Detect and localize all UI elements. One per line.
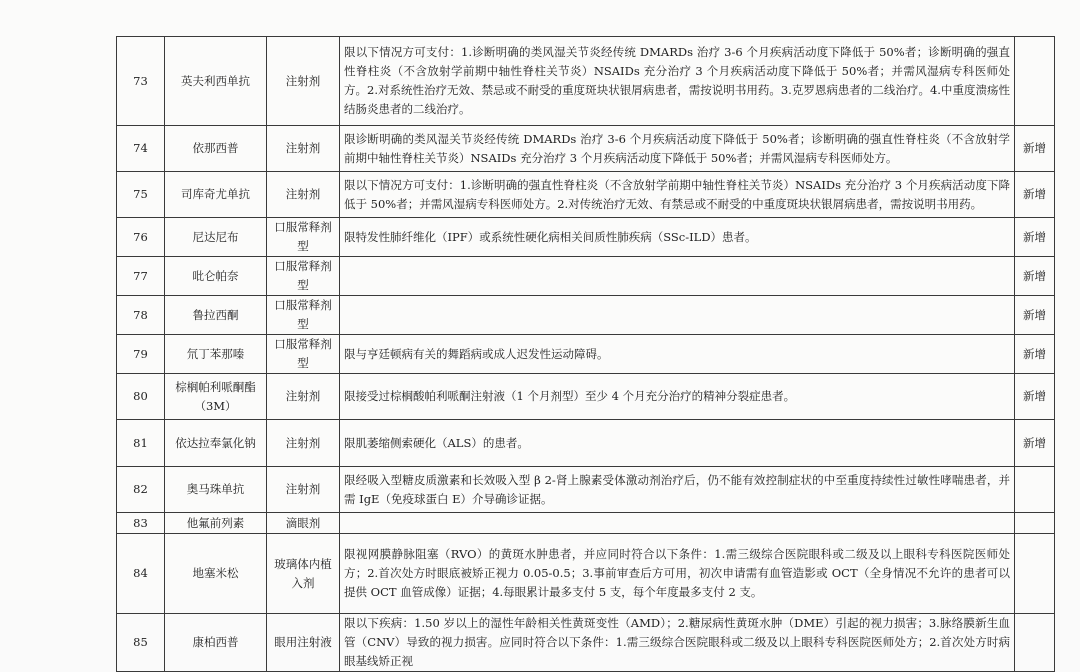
drug-name: 棕榈帕利哌酮酯（3M）	[165, 374, 267, 420]
remark-note: 新增	[1015, 126, 1055, 172]
dosage-form: 注射剂	[267, 126, 340, 172]
row-number: 78	[117, 296, 165, 335]
dosage-form: 注射剂	[267, 420, 340, 467]
drug-name: 英夫利西单抗	[165, 37, 267, 126]
table-row	[117, 172, 1055, 218]
table-row	[117, 257, 1055, 296]
dosage-form: 注射剂	[267, 467, 340, 513]
remark-note	[1015, 534, 1055, 614]
drug-name: 奥马珠单抗	[165, 467, 267, 513]
remark-note: 新增	[1015, 172, 1055, 218]
remark-note: 新增	[1015, 374, 1055, 420]
remark-note	[1015, 37, 1055, 126]
table-row	[117, 467, 1055, 513]
table-row	[117, 534, 1055, 614]
drug-name: 依达拉奉氯化钠	[165, 420, 267, 467]
row-number: 83	[117, 513, 165, 534]
payment-restriction: 限特发性肺纤维化（IPF）或系统性硬化病相关间质性肺疾病（SSc-ILD）患者。	[340, 218, 1015, 257]
row-number: 85	[117, 614, 165, 672]
payment-restriction: 限接受过棕榈酸帕利哌酮注射液（1 个月剂型）至少 4 个月充分治疗的精神分裂症患者。	[340, 374, 1015, 420]
dosage-form: 注射剂	[267, 374, 340, 420]
drug-name: 鲁拉西酮	[165, 296, 267, 335]
row-number: 77	[117, 257, 165, 296]
drug-name: 司库奇尤单抗	[165, 172, 267, 218]
drug-name: 依那西普	[165, 126, 267, 172]
payment-restriction: 限以下疾病：1.50 岁以上的湿性年龄相关性黄斑变性（AMD）；2.糖尿病性黄斑水肿（DME）引起的视力损害；3.脉络膜新生血管（CNV）导致的视力损害。应同时符合以下条件：1.需三级综合医院眼科或二级及以上眼科专科医院医师处方；2.首次处方时病眼基线矫正视	[340, 614, 1015, 672]
payment-restriction	[340, 296, 1015, 335]
dosage-form: 眼用注射液	[267, 614, 340, 672]
remark-note	[1015, 513, 1055, 534]
row-number: 80	[117, 374, 165, 420]
drug-name: 尼达尼布	[165, 218, 267, 257]
row-number: 81	[117, 420, 165, 467]
table-row	[117, 335, 1055, 374]
row-number: 82	[117, 467, 165, 513]
drug-name: 地塞米松	[165, 534, 267, 614]
table-row	[117, 513, 1055, 534]
row-number: 75	[117, 172, 165, 218]
table-row	[117, 296, 1055, 335]
payment-restriction: 限视网膜静脉阻塞（RVO）的黄斑水肿患者，并应同时符合以下条件：1.需三级综合医院眼科或二级及以上眼科专科医院医师处方；2.首次处方时眼底被矫正视力 0.05-0.5；3.事前审查后方可用，初次申请需有血管造影或 OCT（全身情况不允许的患者可以提供 OCT 血管成像）证据；4.每眼累计最多支付 5 支，每个年度最多支付 2 支。	[340, 534, 1015, 614]
payment-restriction: 限经吸入型糖皮质激素和长效吸入型 β 2-肾上腺素受体激动剂治疗后，仍不能有效控制症状的中至重度持续性过敏性哮喘患者，并需 IgE（免疫球蛋白 E）介导确诊证据。	[340, 467, 1015, 513]
row-number: 79	[117, 335, 165, 374]
table-row	[117, 420, 1055, 467]
remark-note: 新增	[1015, 420, 1055, 467]
drug-list-table	[116, 36, 1055, 672]
dosage-form: 注射剂	[267, 37, 340, 126]
dosage-form: 注射剂	[267, 172, 340, 218]
row-number: 73	[117, 37, 165, 126]
dosage-form: 玻璃体内植入剂	[267, 534, 340, 614]
payment-restriction: 限诊断明确的类风湿关节炎经传统 DMARDs 治疗 3-6 个月疾病活动度下降低于 50%者；诊断明确的强直性脊柱炎（不含放射学前期中轴性脊柱关节炎）NSAIDs 充分治疗 3 个月疾病活动度下降低于 50%者；并需风湿病专科医师处方。	[340, 126, 1015, 172]
table-row	[117, 218, 1055, 257]
drug-name: 吡仑帕奈	[165, 257, 267, 296]
remark-note: 新增	[1015, 296, 1055, 335]
remark-note: 新增	[1015, 257, 1055, 296]
payment-restriction	[340, 513, 1015, 534]
dosage-form: 口服常释剂型	[267, 218, 340, 257]
drug-name: 氘丁苯那嗪	[165, 335, 267, 374]
payment-restriction: 限以下情况方可支付：1.诊断明确的类风湿关节炎经传统 DMARDs 治疗 3-6 个月疾病活动度下降低于 50%者；诊断明确的强直性脊柱炎（不含放射学前期中轴性脊柱关节炎）NSAIDs 充分治疗 3 个月疾病活动度下降低于 50%者；并需风湿病专科医师处方。2.对系统性治疗无效、禁忌或不耐受的重度斑块状银屑病患者，需按说明书用药。3.克罗恩病患者的二线治疗。4.中重度溃疡性结肠炎患者的二线治疗。	[340, 37, 1015, 126]
dosage-form: 口服常释剂型	[267, 257, 340, 296]
row-number: 84	[117, 534, 165, 614]
dosage-form: 口服常释剂型	[267, 335, 340, 374]
dosage-form: 口服常释剂型	[267, 296, 340, 335]
remark-note	[1015, 467, 1055, 513]
payment-restriction: 限肌萎缩侧索硬化（ALS）的患者。	[340, 420, 1015, 467]
remark-note: 新增	[1015, 335, 1055, 374]
drug-name: 他氟前列素	[165, 513, 267, 534]
table-row	[117, 374, 1055, 420]
row-number: 76	[117, 218, 165, 257]
remark-note	[1015, 614, 1055, 672]
dosage-form: 滴眼剂	[267, 513, 340, 534]
table-row	[117, 126, 1055, 172]
payment-restriction: 限以下情况方可支付：1.诊断明确的强直性脊柱炎（不含放射学前期中轴性脊柱关节炎）NSAIDs 充分治疗 3 个月疾病活动度下降低于 50%者；并需风湿病专科医师处方。2.对传统治疗无效、有禁忌或不耐受的中重度斑块状银屑病患者，需按说明书用药。	[340, 172, 1015, 218]
drug-name: 康柏西普	[165, 614, 267, 672]
payment-restriction	[340, 257, 1015, 296]
payment-restriction: 限与亨廷顿病有关的舞蹈病或成人迟发性运动障碍。	[340, 335, 1015, 374]
row-number: 74	[117, 126, 165, 172]
table-row	[117, 37, 1055, 126]
remark-note: 新增	[1015, 218, 1055, 257]
table-row	[117, 614, 1055, 672]
